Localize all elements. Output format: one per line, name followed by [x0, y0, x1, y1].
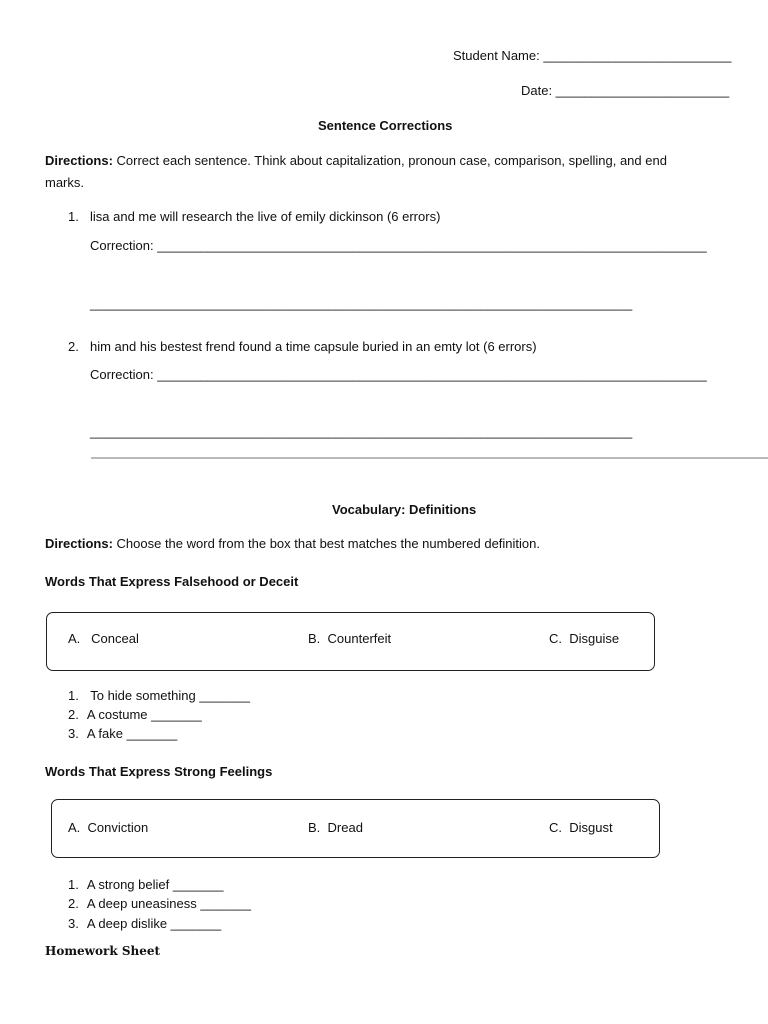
- list-item: 3. A fake _______: [68, 726, 178, 741]
- word-option-c: C. Disgust: [549, 820, 613, 835]
- word-option-b: B. Dread: [308, 820, 363, 835]
- group-heading-falsehood: Words That Express Falsehood or Deceit: [45, 574, 299, 589]
- list-item: 2. A costume _______: [68, 707, 202, 722]
- answer-line-2: ___________________________________________________________________________: [90, 424, 633, 439]
- item-number: 2.: [68, 339, 79, 354]
- sentence-1: lisa and me will research the live of emily dickinson (6 errors): [90, 209, 441, 224]
- answer-line-1: ___________________________________________________________________________: [90, 296, 633, 311]
- list-item: 2. A deep uneasiness _______: [68, 896, 251, 911]
- list-item: 1. To hide something _______: [68, 688, 250, 703]
- footer-label: Homework Sheet: [45, 944, 161, 958]
- list-item: 3. A deep dislike _______: [68, 916, 222, 931]
- directions-text: Choose the word from the box that best matches the numbered definition.: [112, 536, 540, 551]
- section-divider: [91, 457, 768, 459]
- word-option-b: B. Counterfeit: [308, 631, 392, 646]
- word-box-falsehood: [46, 612, 655, 671]
- directions-label: Directions:: [45, 536, 113, 551]
- sentence-2: him and his bestest frend found a time capsule buried in an emty lot (6 errors): [90, 339, 537, 354]
- student-name-field: Student Name: __________________________: [453, 48, 732, 63]
- section-title-vocabulary: Vocabulary: Definitions: [332, 502, 477, 517]
- directions-text: Correct each sentence. Think about capitalization, pronoun case, comparison, spelling, and end: [112, 153, 667, 168]
- word-box-feelings: [51, 799, 660, 858]
- word-option-a: A. Conviction: [68, 820, 149, 835]
- group-heading-feelings: Words That Express Strong Feelings: [45, 764, 273, 779]
- correction-line-1: Correction: ____________________________________________________________________________: [90, 238, 707, 253]
- directions-1-line2: marks.: [45, 175, 84, 190]
- directions-1: [45, 153, 667, 168]
- correction-line-2: Correction: ____________________________________________________________________________: [90, 367, 707, 382]
- word-option-c: C. Disguise: [549, 631, 620, 646]
- list-item: 1. A strong belief _______: [68, 877, 224, 892]
- word-option-a: A. Conceal: [68, 631, 139, 646]
- item-number: 1.: [68, 209, 79, 224]
- directions-2: [45, 536, 540, 551]
- directions-label: Directions:: [45, 153, 113, 168]
- date-field: Date: ________________________: [521, 83, 730, 98]
- section-title-sentence-corrections: Sentence Corrections: [318, 118, 453, 133]
